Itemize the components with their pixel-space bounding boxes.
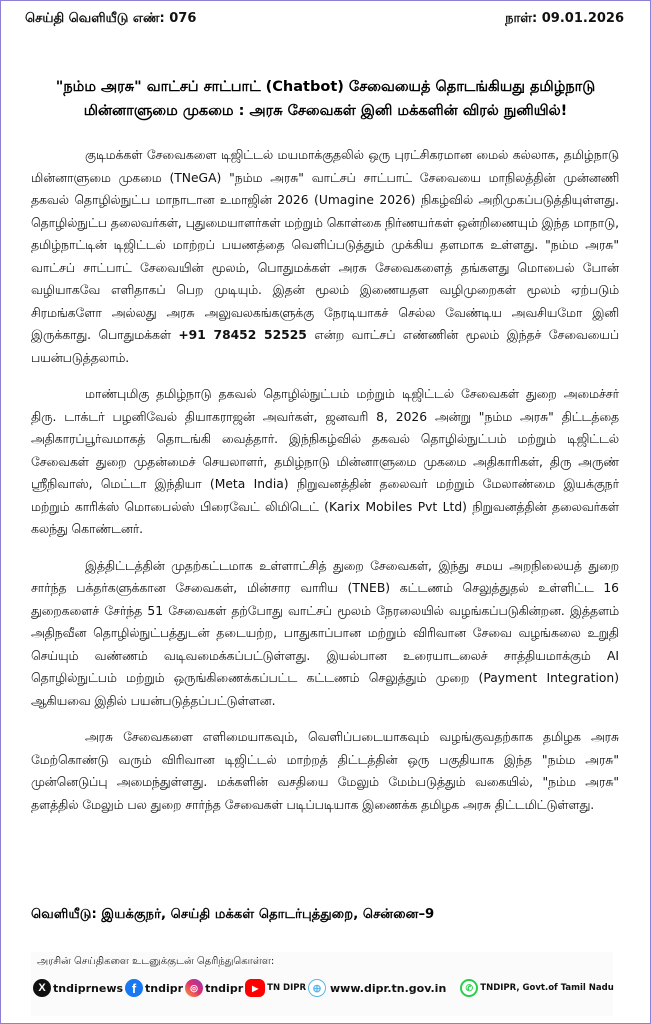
x-icon: X <box>33 979 51 997</box>
paragraph-1-text: குடிமக்கள் சேவைகளை டிஜிட்டல் மயமாக்குதலில் ஒரு புரட்சிகரமான மைல் கல்லாக, தமிழ்நாடு மின்னாளுமை முகமை (TNeGA) "நம்ம அரசு" வாட்சப் சாட்பாட் சேவையை மாநிலத்தின் முன்னணி தகவல் தொழில்நுட்ப மாநாடான உமாஜின் 2026 (Umagine 2026) நிகழ்வில் அறிமுகப்படுத்தியுள்ளது. தொழில்நுட்ப தலைவர்கள், புதுமையாளர்கள் மற்றும் கொள்கை நிர்ணயர்கள் ஒன்றிணையும் இந்த மாநாடு, தமிழ்நாட்டின் டிஜிட்டல் மாற்றப் பயணத்தை வெளிப்படுத்தும் முக்கிய தளமாக உள்ளது. "நம்ம அரசு" வாட்சப் சாட்பாட் சேவையின் மூலம், பொதுமக்கள் அரசு சேவைகளைத் தங்களது மொபைல் போன் வழியாகவே எளிதாகப் பெற முடியும். இதன் மூலம் இணையதள வழிமுறைகள் மூலம் ஏற்படும் சிரமங்களோ அல்லது அரசு அலுவலகங்களுக்கு நேரடியாகச் செல்ல வேண்டிய அவசியமோ இனி இருக்காது. பொதுமக்கள் <box>31 148 619 342</box>
whatsapp-number: +91 78452 52525 <box>178 328 307 342</box>
social-instagram-label: tndipr <box>205 981 244 995</box>
social-links <box>33 979 616 997</box>
paragraph-1 <box>31 144 619 369</box>
headline <box>21 75 630 123</box>
release-header <box>25 11 624 27</box>
facebook-icon: f <box>125 979 143 997</box>
social-x-label: tndiprnews <box>53 981 124 995</box>
footer-caption: அரசின் செய்திகளை உடனுக்குடன் தெரிந்துகொள்ள: <box>37 956 275 967</box>
paragraph-2: மாண்புமிகு தமிழ்நாடு தகவல் தொழில்நுட்பம் மற்றும் டிஜிட்டல் சேவைகள் துறை அமைச்சர் திரு. டாக்டர் பழனிவேல் தியாகராஜன் அவர்கள், ஜனவரி 8, 2026 அன்று "நம்ம அரசு" திட்டத்தை அதிகாரப்பூர்வமாகத் தொடங்கி வைத்தார். இந்நிகழ்வில் தகவல் தொழில்நுட்பம் மற்றும் டிஜிட்டல் சேவைகள் துறை முதன்மைச் செயலாளர், தமிழ்நாடு மின்னாளுமை முகமை அதிகாரிகள், திரு அருண் ஸ்ரீநிவாஸ், மெட்டா இந்தியா (Meta India) நிறுவனத்தின் தலைவர் மற்றும் மேலாண்மை இயக்குநர் மற்றும் காரிக்ஸ் மொபைல்ஸ் பிரைவேட் லிமிடெட் (Karix Mobiles Pvt Ltd) நிறுவனத்தின் தலைவர்கள் கலந்து கொண்டனர். <box>31 387 619 536</box>
social-whatsapp[interactable] <box>460 979 613 997</box>
social-footer <box>31 952 613 1016</box>
social-facebook[interactable] <box>125 979 183 997</box>
social-instagram[interactable] <box>185 979 243 997</box>
social-x[interactable] <box>33 979 123 997</box>
youtube-icon: ▶ <box>245 979 265 997</box>
release-by: வெளியீடு: இயக்குநர், செய்தி மக்கள் தொடர்புத்துறை, சென்னை–9 <box>31 907 435 922</box>
instagram-icon: ◎ <box>185 979 203 997</box>
paragraph-4: அரசு சேவைகளை எளிமையாகவும், வெளிப்படையாகவும் வழங்குவதற்காக தமிழக அரசு மேற்கொண்டு வரும் விரிவான டிஜிட்டல் மாற்றத் திட்டத்தின் ஒரு பகுதியாக இந்த "நம்ம அரசு" முன்னெடுப்பு அமைந்துள்ளது. மக்களின் வசதியை மேலும் மேம்படுத்தும் வகையில், "நம்ம அரசு" தளத்தில் மேலும் பல துறை சார்ந்த சேவைகள் படிப்படியாக இணைக்க தமிழக அரசு திட்டமிட்டுள்ளது. <box>31 730 619 812</box>
social-youtube-label: TN DIPR <box>267 983 307 993</box>
release-number: செய்தி வெளியீடு எண்: 076 <box>25 11 197 26</box>
article-body <box>31 144 619 830</box>
social-facebook-label: tndipr <box>145 981 184 995</box>
whatsapp-icon: ✆ <box>460 979 478 997</box>
paragraph-1-text-end: என்ற வாட்சப் எண்ணின் மூலம் இந்தச் சேவையைப் பயன்படுத்தலாம். <box>31 328 619 365</box>
headline-line-2: மின்னாளுமை முகமை : அரசு சேவைகள் இனி மக்களின் விரல் நுனியில்! <box>83 103 568 119</box>
social-whatsapp-label: TNDIPR, Govt.of Tamil Nadu <box>480 983 614 993</box>
social-youtube[interactable] <box>245 979 306 997</box>
headline-line-1: "நம்ம அரசு" வாட்சப் சாட்பாட் (Chatbot) சேவையைத் தொடங்கியது தமிழ்நாடு <box>55 79 596 95</box>
globe-icon: ⊕ <box>308 979 326 997</box>
release-date: நாள்: 09.01.2026 <box>505 11 624 26</box>
social-website-label: www.dipr.tn.gov.in <box>330 981 447 995</box>
social-website[interactable] <box>308 979 446 997</box>
paragraph-3: இத்திட்டத்தின் முதற்கட்டமாக உள்ளாட்சித் துறை சேவைகள், இந்து சமய அறநிலையத் துறை சார்ந்த பக்தர்களுக்கான சேவைகள், மின்சார வாரிய (TNEB) கட்டணம் செலுத்துதல் உள்ளிட்ட 16 துறைகளைச் சேர்ந்த 51 சேவைகள் தற்போது வாட்சப் மூலம் நேரலையில் வழங்கப்படுகின்றன. இத்தளம் அதிநவீன தொழில்நுட்பத்துடன் தடையற்ற, பாதுகாப்பான மற்றும் விரிவான சேவை வழங்கலை உறுதி செய்யும் வண்ணம் வடிவமைக்கப்பட்டுள்ளது. இயல்பான உரையாடலைச் சாத்தியமாக்கும் AI தொழில்நுட்பம் மற்றும் ஒருங்கிணைக்கப்பட்ட கட்டணம் செலுத்தும் முறை (Payment Integration) ஆகியவை இதில் பயன்படுத்தப்பட்டுள்ளன. <box>31 558 619 708</box>
